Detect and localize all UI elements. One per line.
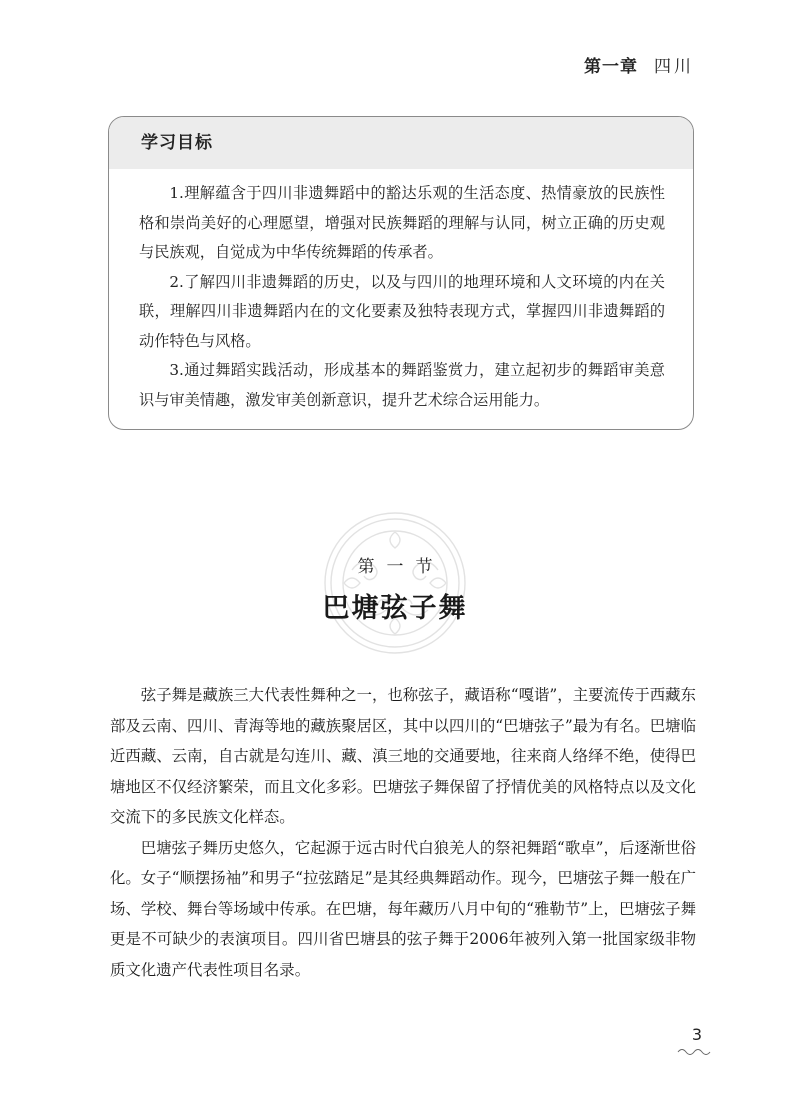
cloud-pattern-emblem-icon xyxy=(322,510,468,656)
body-paragraph: 弦子舞是藏族三大代表性舞种之一，也称弦子，藏语称“嘎谐”，主要流传于西藏东部及云南、四川、青海等地的藏族聚居区，其中以四川的“巴塘弦子”最为有名。巴塘临近西藏、云南，自古就是勾连川、藏、滇三地的交通要地，往来商人络绎不绝，使得巴塘地区不仅经济繁荣，而且文化多彩。巴塘弦子舞保留了抒情优美的风格特点以及文化交流下的多民族文化样态。 xyxy=(110,686,696,826)
section-title: 巴塘弦子舞 xyxy=(322,593,468,624)
objective-item: 2.了解四川非遗舞蹈的历史，以及与四川的地理环境和人文环境的内在关联，理解四川非遗舞蹈内在的文化要素及独特表现方式，掌握四川非遗舞蹈的动作特色与风格。 xyxy=(139,272,665,350)
page-ornament-icon xyxy=(676,1046,712,1058)
chapter-label: 第一章 xyxy=(584,57,638,77)
section-body xyxy=(110,680,696,985)
body-paragraph: 巴塘弦子舞历史悠久，它起源于远古时代白狼羌人的祭祀舞蹈“歌卓”，后逐渐世俗化。女子“顺摆扬袖”和男子“拉弦踏足”是其经典舞蹈动作。现今，巴塘弦子舞一般在广场、学校、舞台等场域中传承。在巴塘，每年藏历八月中旬的“雅勒节”上，巴塘弦子舞更是不可缺少的表演项目。四川省巴塘县的弦子舞于2006年被列入第一批国家级非物质文化遗产代表性项目名录。 xyxy=(110,838,696,979)
objectives-list xyxy=(109,169,693,415)
page-number: 3 xyxy=(691,1025,702,1044)
learning-objectives-box xyxy=(108,116,694,430)
objective-item: 3.通过舞蹈实践活动，形成基本的舞蹈鉴赏力，建立起初步的舞蹈审美意识与审美情趣，激发审美创新意识，提升艺术综合运用能力。 xyxy=(139,361,665,409)
objective-item: 1.理解蕴含于四川非遗舞蹈中的豁达乐观的生活态度、热情豪放的民族性格和崇尚美好的心理愿望，增强对民族舞蹈的理解与认同，树立正确的历史观与民族观，自觉成为中华传统舞蹈的传承者。 xyxy=(139,184,665,261)
chapter-name: 四川 xyxy=(654,57,694,77)
running-header xyxy=(584,52,694,77)
section-number: 第一节 xyxy=(357,557,445,577)
objectives-title: 学习目标 xyxy=(109,117,693,169)
